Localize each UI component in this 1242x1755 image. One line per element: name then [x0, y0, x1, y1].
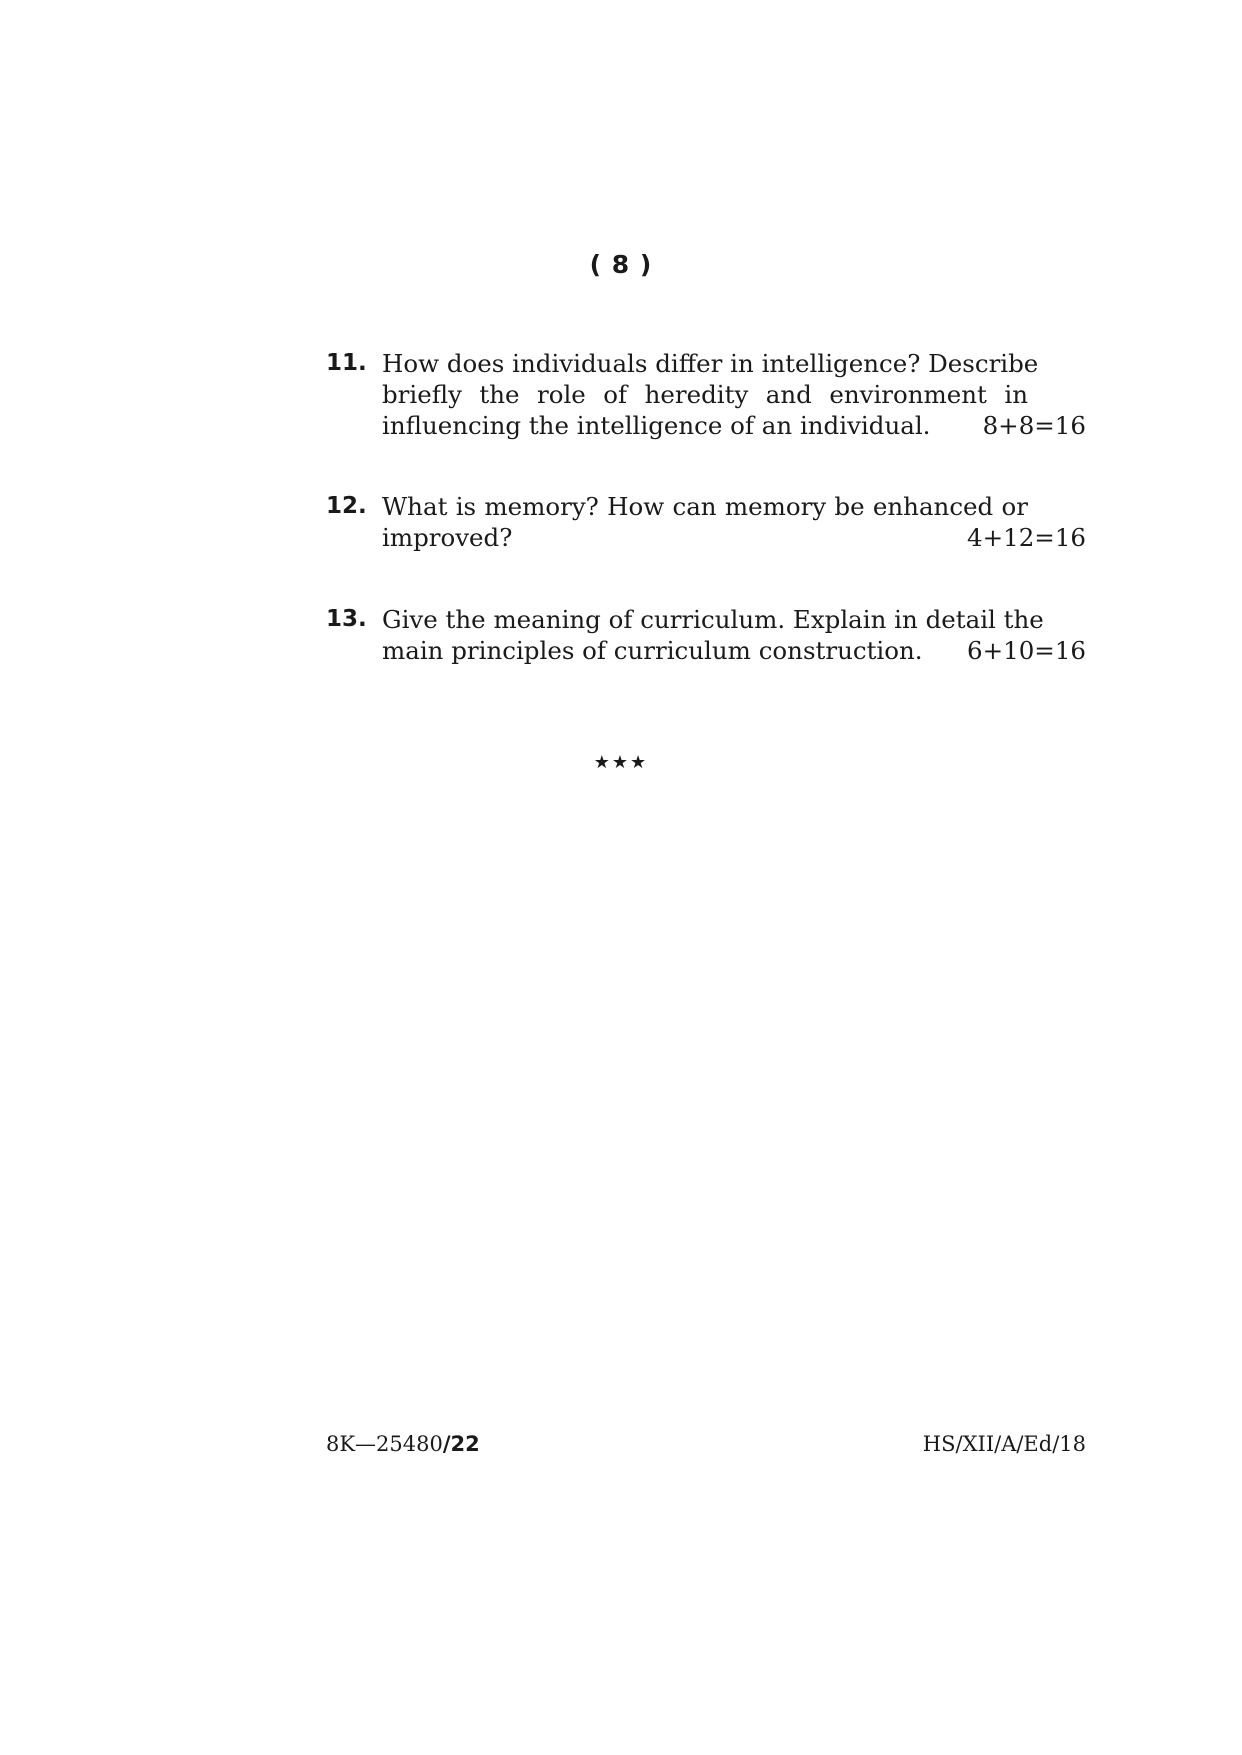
question-line: briefly the role of heredity and environment in	[382, 380, 1028, 409]
question-number: 13.	[326, 606, 367, 632]
question-last-line	[382, 410, 1086, 441]
print-code-suffix: /22	[442, 1432, 480, 1456]
question-line: main principles of curriculum construction.	[382, 636, 923, 665]
question-text	[382, 604, 1086, 666]
question-line: improved?	[382, 523, 513, 552]
page-number: ( 8 )	[589, 250, 653, 279]
question-line: Give the meaning of curriculum. Explain in detail the	[382, 605, 1044, 634]
question-line: What is memory? How can memory be enhanced or	[382, 492, 1028, 521]
marks: 4+12=16	[967, 523, 1086, 552]
marks: 8+8=16	[982, 411, 1086, 440]
question-line: How does individuals differ in intelligence? Describe	[382, 349, 1039, 378]
print-code: 8K—25480	[326, 1432, 443, 1456]
question-last-line	[382, 522, 1086, 553]
question-text	[382, 348, 1086, 441]
question-number: 11.	[326, 350, 367, 376]
question-line: influencing the intelligence of an individual.	[382, 411, 931, 440]
end-marker: ★★★	[593, 752, 649, 773]
question-last-line	[382, 635, 1086, 666]
footer-print-code	[326, 1432, 480, 1456]
question-number: 12.	[326, 493, 367, 519]
marks: 6+10=16	[967, 636, 1086, 665]
footer-paper-code: HS/XII/A/Ed/18	[922, 1432, 1086, 1456]
question-text	[382, 491, 1086, 553]
